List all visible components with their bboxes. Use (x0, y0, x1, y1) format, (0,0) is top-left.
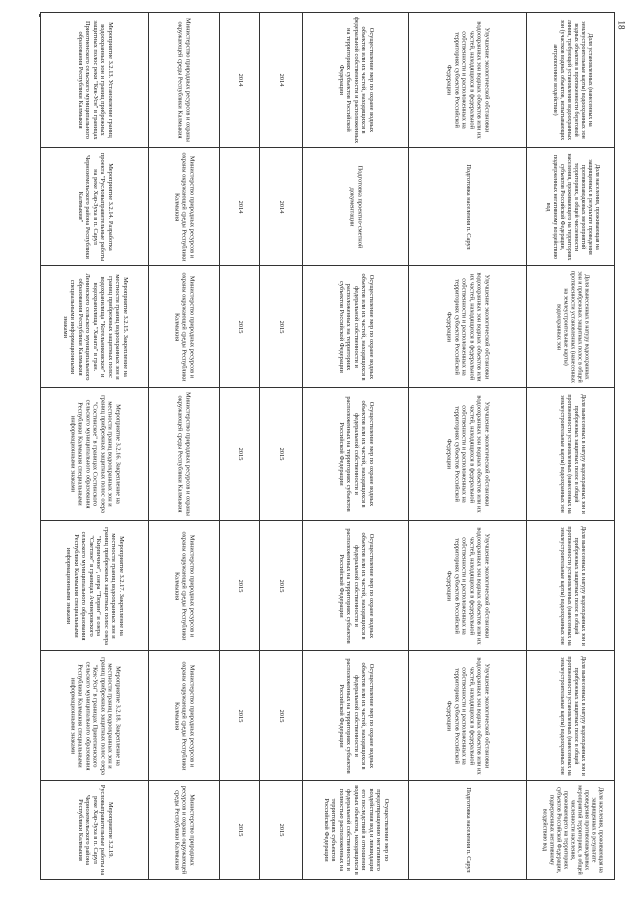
start-year-cell: 2015 (220, 266, 260, 387)
description-cell: Осуществление мер по охране водных объектов или их частей, находящихся в федеральной собственности и расположенных на территориях субъектов Российской Федерации (303, 521, 409, 650)
indicator-cell: Доля вынесенных в натуру водоохранных зон и прибрежных защитных полос в общей протяженности установленных (нанесенных на землеустроительные карты) водоохранных зон (558, 655, 586, 776)
end-year-cell: 2015 (260, 266, 303, 387)
executor-cell: Министерство природных ресурсов и охраны окружающей среды Республики Калмыкия (149, 266, 220, 387)
result-cell: Улучшение экологической обстановки водоохранных зон водных объектов или их частей, находящихся в федеральной собственности и расположенных на территориях субъектов Российской Федерации (409, 13, 527, 147)
end-year-cell: 2014 (260, 148, 303, 265)
table-row (41, 388, 614, 521)
result-cell: Улучшение экологической обстановки водоохранных зон водных объектов или их частей, находящихся в федеральной собственности и расположенных на территориях субъектов Российской Федерации (409, 521, 527, 650)
description-cell: Осуществление мер по охране водных объектов или их частей, находящихся в федеральной собственности и расположенных на территориях субъектов Российской Федерации (303, 266, 409, 387)
end-year-cell: 2015 (260, 781, 303, 879)
end-year-cell: 2015 (260, 521, 303, 650)
indicator-cell: Доля вынесенных в натуру водоохранных зон и прибрежных защитных полос в общей протяженности установленных (нанесенных на землеустроительные карты) водоохранных зон (555, 270, 589, 383)
start-year-cell: 2014 (220, 148, 260, 265)
description-cell: Подготовка проектно-сметной документации (303, 148, 409, 265)
indicator-cell: Доля вынесенных в натуру водоохранных зон и прибрежных защитных полос в общей протяженности установленных (нанесенных на землеустроительные карты) водоохранных зон (558, 394, 586, 514)
description-cell: Осуществление мер по охране водных объектов или их частей, находящихся в федеральной собственности и расположенных на территориях субъектов Российской Федерации (303, 13, 409, 147)
table-row (41, 148, 614, 266)
event-cell: Мероприятие 3.2.16. Закрепление на местности границ водоохранных зон и границ прибрежных защитных полос озера "Состинское" в границах Состинского сельского муниципального образования Республики Калмыкия специальными информационными знаками (41, 388, 149, 520)
executor-cell: Министерство природных ресурсов и охраны окружающей среды Республики Калмыкия (149, 388, 220, 520)
description-cell: Осуществление мер по охране водных объектов или их частей, находящихся в федеральной собственности и расположенных на территориях субъектов Российской Федерации (303, 388, 409, 520)
description-cell: Осуществление мер по предотвращению негативного воздействия вод и ликвидации его последствий в отношении водных объектов, находящихся в федеральной собственности и полностью расположенных на территориях субъектов Российской Федерации (303, 781, 409, 879)
result-cell: Улучшение экологической обстановки водоохранных зон водных объектов или их частей, находящихся в федеральной собственности и расположенных на территориях субъектов Российской Федерации (409, 266, 527, 387)
executor-cell: Министерство природных ресурсов и охраны окружающей среды Республики Калмыкия (149, 521, 220, 650)
table-row (41, 266, 614, 388)
executor-cell: Министерство природных ресурсов и охраны окружающей среды Республики Калмыкия (149, 148, 220, 265)
executor-cell: Министерство природных ресурсов и охраны окружающей среды Республики Калмыкия (149, 13, 220, 147)
event-cell: Мероприятие 3.2.19. Русловыправительные работы на реке Хар-Зуха в п. Сарул Черноземельского района Республики Калмыкия (41, 781, 149, 879)
indicator-cell: Доля вынесенных в натуру водоохранных зон и прибрежных защитных полос в общей протяженности установленных (нанесенных на землеустроительные карты) водоохранных зон (558, 525, 586, 646)
table-row (41, 521, 614, 651)
indicator-cell: Доля населения, проживающая на защищенных в результате проведения противопаводковых мероприятий территориях, в общей численности населения, проживающего на территориях субъектов Российской Федерации, подверженных негативному воздействию вод (544, 153, 600, 260)
start-year-cell: 2014 (220, 13, 260, 147)
description-cell: Осуществление мер по охране водных объектов или их частей, находящихся в федеральной собственности и расположенных на территориях субъектов Российской Федерации (303, 651, 409, 780)
end-year-cell: 2014 (260, 13, 303, 147)
end-year-cell: 2015 (260, 651, 303, 780)
page-number: 18 (616, 20, 627, 30)
table-row (41, 651, 614, 781)
result-cell: Улучшение экологической обстановки водоохранных зон водных объектов или их частей, находящихся в федеральной собственности и расположенных на территориях субъектов Российской Федерации (409, 651, 527, 780)
event-cell: Мероприятие 3.2.13. Установление границ водоохранных зон и границ прибрежных защитных полос реки "Кек-Усн" в границах Приютненского сельского муниципального образования Республики Калмыкия (41, 13, 149, 147)
event-cell: Мероприятие 3.2.14. Разработка проекта "Русловыправительные работы на реке Хар-Зуха в п. Сарул Черноземельского района Республики Калмыкия" (41, 148, 149, 265)
table-row (41, 13, 614, 148)
start-year-cell: 2015 (220, 781, 260, 879)
event-cell: Мероприятие 3.2.18. Закрепление на местности границ водоохранных зон и границ прибрежных защитных полос озера "Кек-Усн" в границах Приютненского сельского муниципального образования Республики Калмыкия специальными информационными знаками (41, 651, 149, 780)
result-cell: Подготовка населения п. Сарул (409, 148, 527, 265)
start-year-cell: 2015 (220, 388, 260, 520)
executor-cell: Министерство природных ресурсов и охраны окружающей среды Республики Калмыкия (149, 781, 220, 879)
end-year-cell: 2015 (260, 388, 303, 520)
event-cell: Мероприятие 3.2.15. Закрепление на местности границ водоохранных зон и границ прибрежных защитных полос водохранилища "Котельниковское" и водохранилища "Ханата" в гран. Ленинского сельского муниципального образования Республики Калмыкия специальными информационными знаками (41, 266, 149, 387)
start-year-cell: 2015 (220, 651, 260, 780)
event-cell: Мероприятие 3.2.17. Закрепление на местности границ водоохранных зон и границ прибрежных защитных полос озера "Кирпичное", озера "Тюрин" и озера "Светлое" в границах Ачинеровского сельского муниципального образования Республики Калмыкия специальными информационными знаками (41, 521, 149, 650)
executor-cell: Министерство природных ресурсов и охраны окружающей среды Республики Калмыкия (149, 651, 220, 780)
indicator-cell: Доля установленных (нанесенных на землеустроительные карты) водоохранных зон водных объектов в протяженности береговой линии, требующей установления водоохранных зон (участков водных объектов, испытывающих антропогенное воздействие) (551, 19, 593, 141)
measures-table (40, 12, 615, 880)
result-cell: Улучшение экологической обстановки водоохранных зон водных объектов или их частей, находящихся в федеральной собственности и расположенных на территориях субъектов Российской Федерации (409, 388, 527, 520)
indicator-cell: Доля населения, проживающая на защищенных в результате проведения противопаводковых мероприятий территориях, в общей численности населения, проживающего на территориях субъектов Российской Федерации, подверженных негативному воздействию вод (541, 785, 603, 875)
table-row (41, 781, 614, 879)
result-cell: Подготовка населения п. Сарул (409, 781, 527, 879)
start-year-cell: 2015 (220, 521, 260, 650)
